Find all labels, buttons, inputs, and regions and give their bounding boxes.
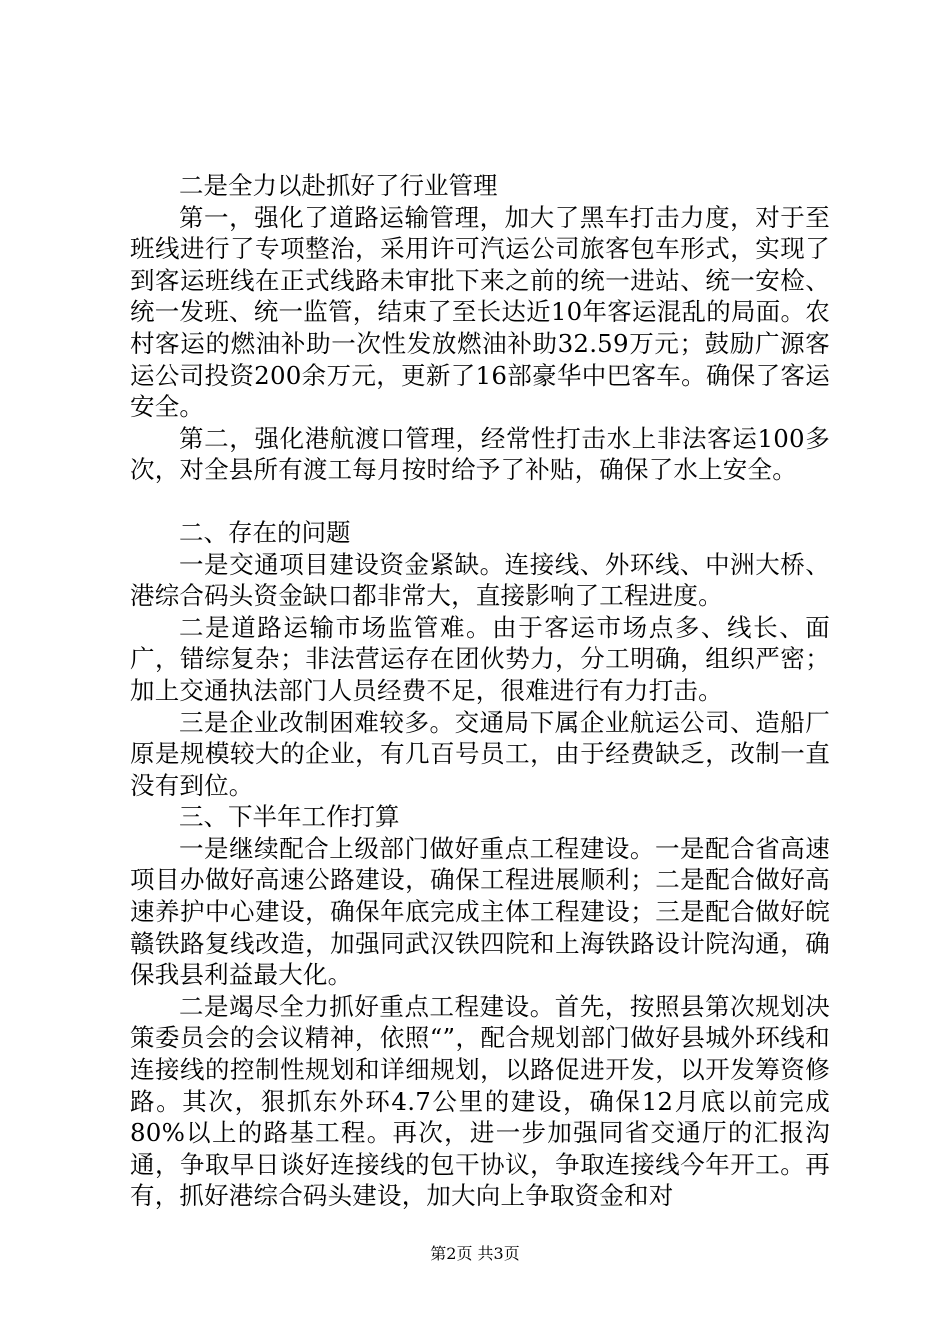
paragraph-spacer <box>130 486 830 517</box>
section-heading-plans: 三、下半年工作打算 <box>179 802 400 832</box>
paragraph-cooperation: 一是继续配合上级部门做好重点工程建设。一是配合省高速项目办做好高速公路建设，确保工程进展顺利；二是配合做好高速养护中心建设，确保年底完成主体工程建设；三是配合做好皖赣铁路复线改造，加强同武汉铁四院和上海铁路设计院沟通，确保我县利益最大化。 <box>130 833 830 990</box>
paragraph-enterprise-reform: 三是企业改制困难较多。交通局下属企业航运公司、造船厂原是规模较大的企业，有几百号员工，由于经费缺乏，改制一直没有到位。 <box>130 707 830 800</box>
paragraph-ferry-management: 第二，强化港航渡口管理，经常性打击水上非法客运100多次，对全县所有渡工每月按时给予了补贴，确保了水上安全。 <box>130 423 830 485</box>
paragraph-key-projects: 二是竭尽全力抓好重点工程建设。首先，按照县第次规划决策委员会的会议精神，依照“”，配合规划部门做好县城外环线和连接线的控制性规划和详细规划，以路促进开发，以开发筹资修路。其次，狠抓东外环4.7公里的建设，确保12月底以前完成80%以上的路基工程。再次，进一步加强同省交通厅的汇报沟通，争取早日谈好连接线的包干协议，争取连接线今年开工。再有，抓好港综合码头建设，加大向上争取资金和对 <box>130 991 830 1211</box>
section-heading-industry-management: 二是全力以赴抓好了行业管理 <box>179 171 498 200</box>
page-number-footer: 第2页 共3页 <box>430 1244 520 1263</box>
paragraph-funding-shortage: 一是交通项目建设资金紧缺。连接线、外环线、中洲大桥、港综合码头资金缺口都非常大，直接影响了工程进度。 <box>130 549 830 611</box>
paragraph-market-supervision: 二是道路运输市场监管难。由于客运市场点多、线长、面广，错综复杂；非法营运存在团伙势力，分工明确，组织严密；加上交通执法部门人员经费不足，很难进行有力打击。 <box>130 612 830 705</box>
document-body <box>130 170 830 1212</box>
section-heading-problems: 二、存在的问题 <box>179 517 351 547</box>
paragraph-road-transport: 第一，强化了道路运输管理，加大了黑车打击力度，对于至班线进行了专项整治，采用许可汽运公司旅客包车形式，实现了到客运班线在正式线路未审批下来之前的统一进站、统一安检、统一发班、统一监管，结束了至长达近10年客运混乱的局面。农村客运的燃油补助一次性发放燃油补助32.59万元；鼓励广源客运公司投资200余万元，更新了16部豪华中巴客车。确保了客运安全。 <box>130 202 830 422</box>
